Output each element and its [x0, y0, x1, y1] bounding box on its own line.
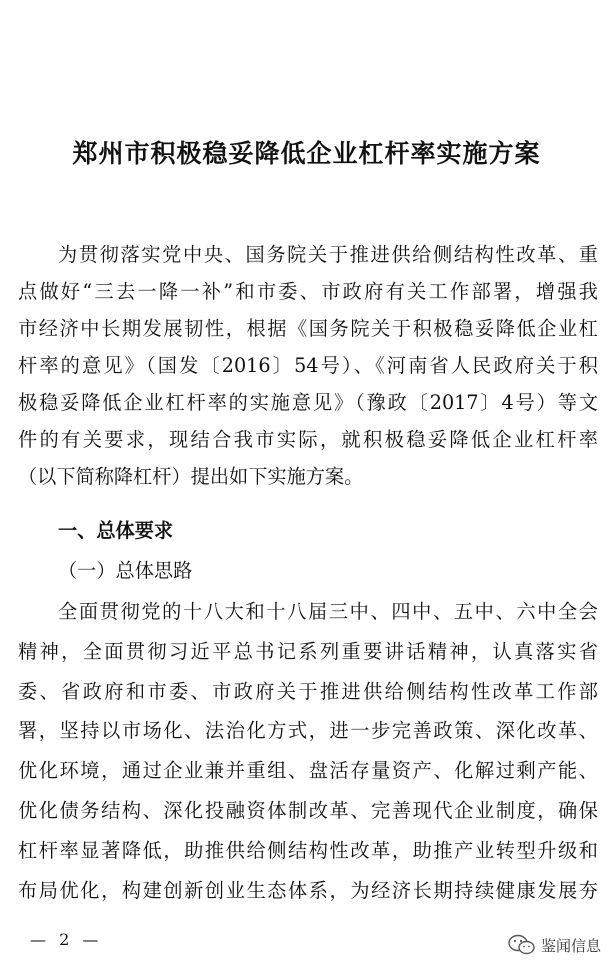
- paragraph-line: 件的有关要求，现结合我市实际，就积极稳妥降低企业杠杆率: [18, 428, 598, 451]
- paragraph-line: 委、省政府和市委、市政府关于推进供给侧结构性改革工作部: [18, 680, 598, 703]
- wechat-icon: [507, 933, 537, 957]
- paragraph-line: 点做好“三去一降一补”和市委、市政府有关工作部署，增强我: [18, 280, 598, 303]
- paragraph-line: （以下简称降杠杆）提出如下实施方案。: [18, 465, 364, 488]
- paragraph-line: 杆率的意见》（国发〔2016〕54号）、《河南省人民政府关于积: [18, 354, 598, 377]
- page-number: — 2 —: [30, 930, 103, 949]
- document-title: 郑州市积极稳妥降低企业杠杆率实施方案: [72, 139, 541, 168]
- subsection-heading: （一）总体思路: [58, 559, 193, 582]
- paragraph-line: 优化债务结构、深化投融资体制改革、完善现代企业制度，确保: [18, 799, 598, 822]
- watermark-label: 鉴闻信息: [541, 936, 602, 955]
- paragraph-line: 市经济中长期发展韧性，根据《国务院关于积极稳妥降低企业杠: [18, 317, 598, 340]
- paragraph-line: 布局优化，构建创新创业生态体系，为经济长期持续健康发展夯: [18, 879, 598, 902]
- paragraph-line: 极稳妥降低企业杠杆率的实施意见》（豫政〔2017〕4号）等文: [18, 391, 598, 414]
- watermark: [507, 933, 601, 957]
- paragraph-line: 为贯彻落实党中央、国务院关于推进供给侧结构性改革、重: [58, 243, 598, 266]
- paragraph-line: 全面贯彻党的十八大和十八届三中、四中、五中、六中全会: [58, 600, 598, 623]
- paragraph-line: 杠杆率显著降低，助推供给侧结构性改革，助推产业转型升级和: [18, 839, 598, 862]
- paragraph-line: 优化环境，通过企业兼并重组、盘活存量资产、化解过剩产能、: [18, 759, 598, 782]
- section-heading: 一、总体要求: [58, 519, 174, 542]
- paragraph-line: 精神，全面贯彻习近平总书记系列重要讲话精神，认真落实省: [18, 640, 598, 663]
- paragraph-line: 署，坚持以市场化、法治化方式，进一步完善政策、深化改革、: [18, 719, 598, 742]
